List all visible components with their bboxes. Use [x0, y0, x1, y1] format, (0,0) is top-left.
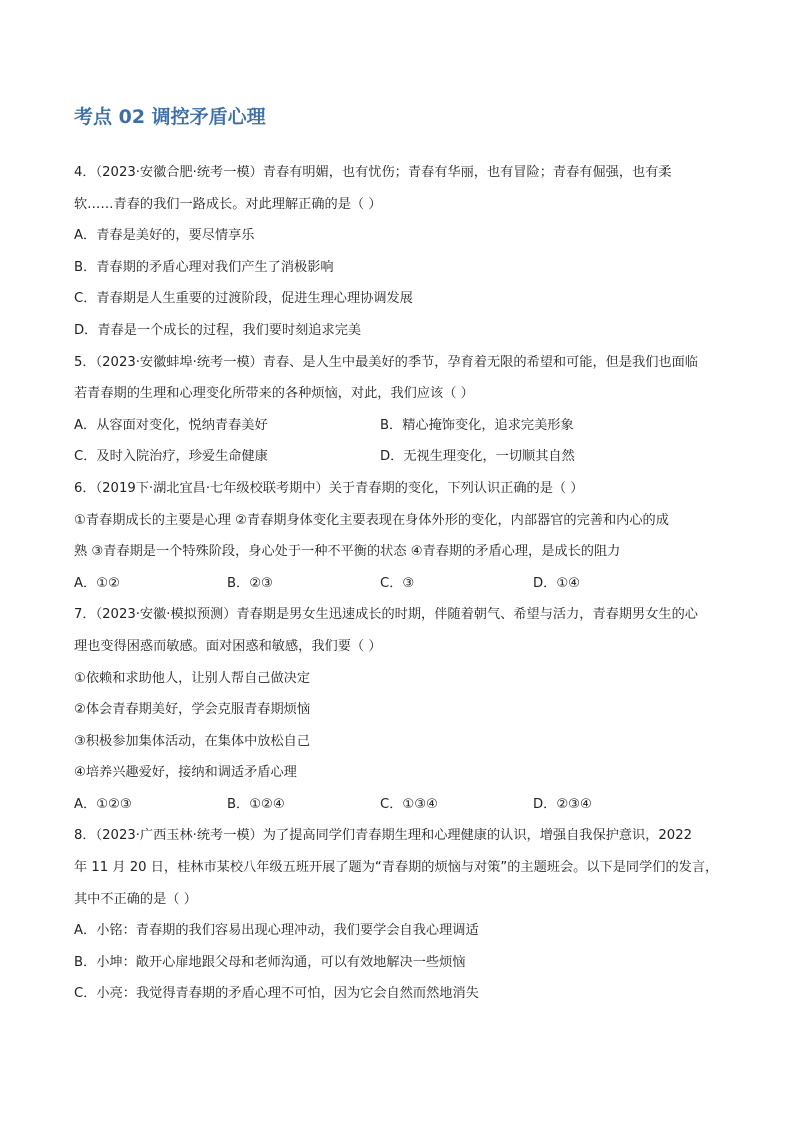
statement-item: ①依赖和求助他人，让别人帮自己做决定 [74, 670, 311, 686]
option-d: D．青春是一个成长的过程，我们要时刻追求完美 [74, 322, 362, 338]
question-7 [74, 599, 734, 820]
statement-item: ③积极参加集体活动，在集体中放松自己 [74, 733, 311, 749]
option-row [74, 441, 734, 473]
question-stem-line: 4．（2023·安徽合肥·统考一模）青春有明媚，也有忧伤；青春有华丽，也有冒险；青春有倔强，也有柔 [74, 165, 672, 180]
question-5 [74, 347, 734, 473]
option-row [74, 410, 734, 442]
option-b: B．②③ [227, 575, 273, 591]
question-stem-line: 其中不正确的是（ ） [74, 891, 197, 907]
statement-item: ②体会青春期美好，学会克服青春期烦恼 [74, 702, 311, 718]
question-stem-line: 年 11 月 20 日，桂林市某校八年级五班开展了题为“青春期的烦恼与对策”的主题班会。以下是同学们的发言， [74, 860, 719, 876]
option-row [74, 568, 734, 600]
option-d: D．②③④ [533, 796, 592, 812]
option-d: D．无视生理变化，一切顺其自然 [380, 449, 575, 465]
question-6 [74, 473, 734, 599]
question-stem-line: 6．（2019下·湖北宜昌·七年级校联考期中）关于青春期的变化，下列认识正确的是（ ） [74, 480, 584, 496]
section-title: 考点 02 调控矛盾心理 [74, 106, 266, 128]
statement-item: ④培养兴趣爱好，接纳和调适矛盾心理 [74, 765, 297, 781]
option-c: C．青春期是人生重要的过渡阶段，促进生理心理协调发展 [74, 291, 413, 307]
question-stem-line: 5．（2023·安徽蚌埠·统考一模）青春、是人生中最美好的季节，孕育着无限的希望和可能，但是我们也面临 [74, 354, 698, 370]
question-stem-line: 软……青春的我们一路成长。对此理解正确的是（ ） [74, 196, 382, 212]
option-c: C．①③④ [380, 796, 438, 812]
question-4 [74, 157, 734, 347]
question-stem-line: 7．（2023·安徽·模拟预测）青春期是男女生迅速成长的时期，伴随着朝气、希望与活力，青春期男女生的心 [74, 607, 698, 623]
option-a: A．青春是美好的，要尽情享乐 [74, 228, 255, 244]
option-b: B．①②④ [227, 796, 285, 812]
option-c: C．及时入院治疗，珍爱生命健康 [74, 449, 268, 465]
option-b: B．精心掩饰变化，追求完美形象 [380, 417, 574, 433]
question-stem-line: 8．（2023·广西玉林·统考一模）为了提高同学们青春期生理和心理健康的认识，增强自我保护意识，2022 [74, 828, 692, 844]
option-c: C．③ [380, 575, 415, 591]
option-a: A．①② [74, 575, 120, 591]
option-c: C．小亮：我觉得青春期的矛盾心理不可怕，因为它会自然而然地消失 [74, 986, 479, 1002]
question-stem-line: 熟 ③青春期是一个特殊阶段，身心处于一种不平衡的状态 ④青春期的矛盾心理，是成长的阻力 [74, 544, 621, 560]
question-list [74, 157, 734, 1010]
question-stem-line: 理也变得困惑而敏感。面对困惑和敏感，我们要（ ） [74, 638, 382, 654]
option-d: D．①④ [533, 575, 580, 591]
option-a: A．①②③ [74, 796, 132, 812]
option-row [74, 789, 734, 821]
option-a: A．小铭：青春期的我们容易出现心理冲动，我们要学会自我心理调适 [74, 923, 479, 939]
option-b: B．青春期的矛盾心理对我们产生了消极影响 [74, 259, 334, 275]
option-a: A．从容面对变化，悦纳青春美好 [74, 417, 268, 433]
question-stem-line: ①青春期成长的主要是心理 ②青春期身体变化主要表现在身体外形的变化，内部器官的完善和内心的成 [74, 512, 669, 528]
option-b: B．小坤：敞开心扉地跟父母和老师沟通，可以有效地解决一些烦恼 [74, 954, 466, 970]
question-8 [74, 820, 734, 1010]
question-stem-line: 若青春期的生理和心理变化所带来的各种烦恼，对此，我们应该（ ） [74, 386, 474, 402]
